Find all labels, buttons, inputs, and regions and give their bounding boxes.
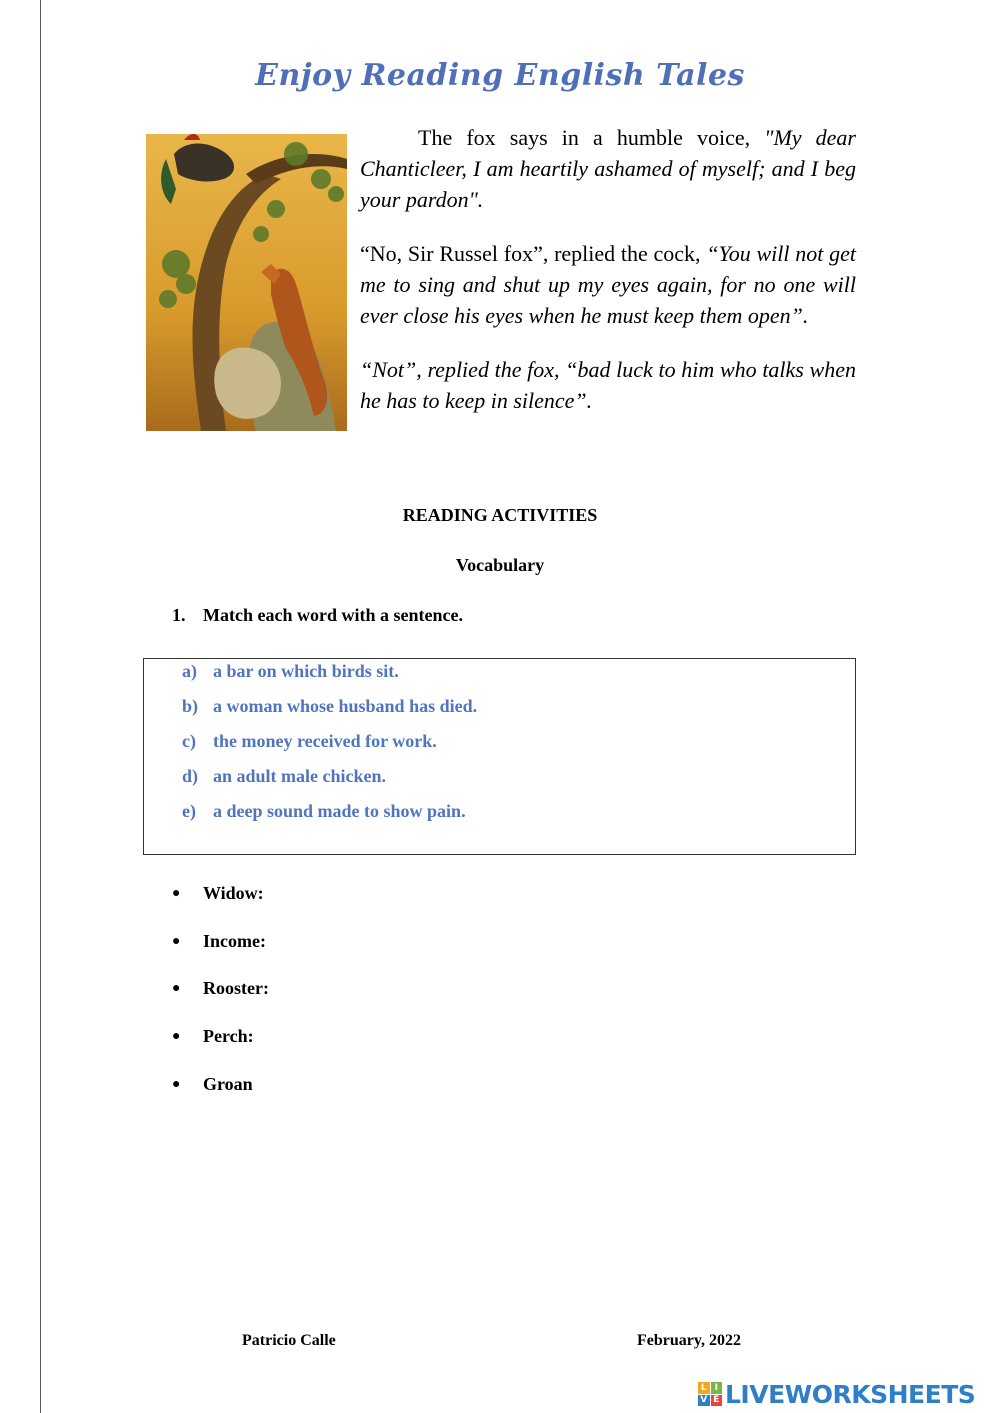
vocabulary-subheading: Vocabulary: [455, 555, 545, 575]
definition-item[interactable]: c) the money received for work.: [182, 731, 437, 751]
bullet-icon: ●: [172, 1029, 181, 1045]
story-paragraph-1: The fox says in a humble voice, "My dear Chanticleer, I am heartily ashamed of myself; and I beg your pardon".: [360, 125, 856, 212]
bullet-icon: ●: [172, 886, 181, 901]
exercise-number: 1.: [172, 605, 186, 625]
definitions-box: [143, 658, 856, 855]
liveworksheets-logo-icon: L I V E: [698, 1382, 722, 1406]
definition-item[interactable]: a) a bar on which birds sit.: [182, 661, 399, 681]
vocabulary-word-item[interactable]: ● Rooster:: [172, 975, 269, 1023]
page-title: Enjoy Reading English Tales: [255, 58, 745, 93]
section-heading: READING ACTIVITIES: [402, 505, 598, 525]
brand-name: LIVEWORKSHEETS: [725, 1379, 976, 1409]
exercise-instruction: [172, 605, 463, 626]
bullet-icon: ●: [172, 981, 181, 997]
vocabulary-word-item[interactable]: ● Perch:: [172, 1023, 269, 1071]
margin-rule: [40, 0, 41, 1413]
fox-and-rooster-illustration: [146, 134, 347, 431]
exercise-text: Match each word with a sentence.: [203, 605, 463, 625]
footer-date: February, 2022: [637, 1332, 741, 1349]
vocabulary-word-list: [172, 880, 269, 1118]
bullet-icon: ●: [172, 1076, 181, 1092]
definition-item[interactable]: b) a woman whose husband has died.: [182, 696, 478, 716]
definitions-list: [182, 659, 477, 834]
definition-item[interactable]: e) a deep sound made to show pain.: [182, 801, 466, 821]
story-paragraph-2: “No, Sir Russel fox”, replied the cock, “You will not get me to sing and shut up my eyes again, for no one will ever close his eyes when he must keep them open”.: [360, 241, 857, 328]
story-paragraph-3: “Not”, replied the fox, “bad luck to him who talks when he has to keep in silence”.: [360, 357, 856, 413]
liveworksheets-brand[interactable]: [698, 1378, 975, 1410]
bullet-icon: ●: [172, 933, 181, 949]
vocabulary-word-item[interactable]: ● Groan: [172, 1071, 269, 1119]
definition-item[interactable]: d) an adult male chicken.: [182, 766, 387, 786]
vocabulary-word-item[interactable]: ● Widow:: [172, 880, 269, 928]
story-text: [360, 122, 856, 439]
vocabulary-word-item[interactable]: ● Income:: [172, 928, 269, 976]
footer-author: Patricio Calle: [242, 1332, 336, 1349]
